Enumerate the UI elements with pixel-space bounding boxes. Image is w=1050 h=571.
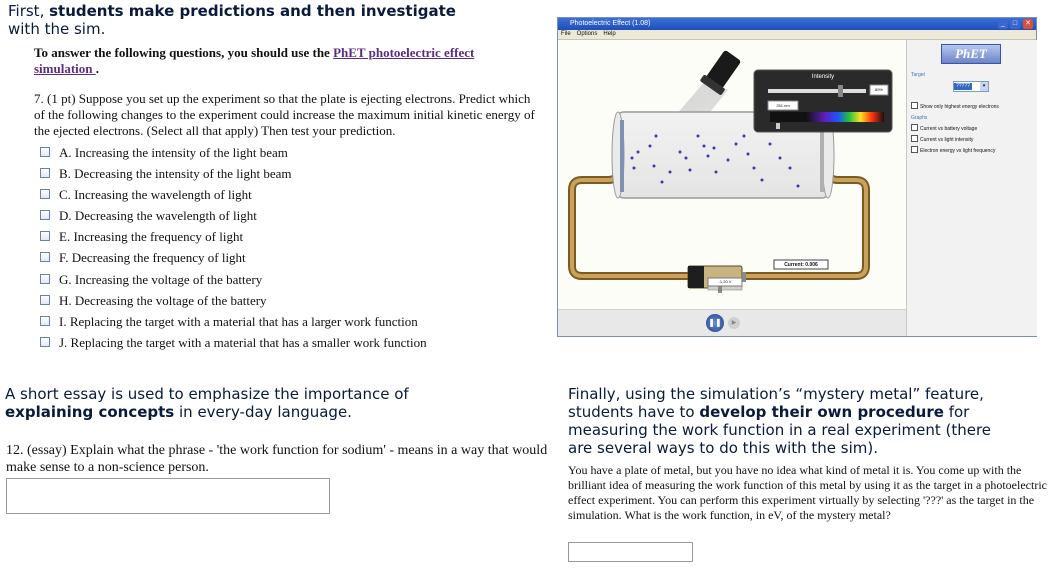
option-j[interactable]: [40, 335, 427, 351]
header-line2: with the sim.: [8, 20, 106, 38]
essay-header-line1: A short essay is used to emphasize the importance of: [5, 385, 409, 403]
phet-link[interactable]: PhET photoelectric effect simulation: [34, 45, 475, 76]
mystery-header-line1: Finally, using the simulation’s “mystery metal” feature,: [568, 385, 984, 403]
option-label: H. Decreasing the voltage of the battery: [59, 293, 267, 308]
window-title: Photoelectric Effect (1.08): [570, 20, 651, 27]
menu-bar: [558, 30, 1036, 40]
question-12-text: 12. (essay) Explain what the phrase - 'the work function for sodium' - means in a way that would make sense to a non-science person.: [6, 443, 548, 475]
graph-option-intensity[interactable]: [911, 135, 973, 143]
intro-prefix: To answer the following questions, you should use the: [34, 45, 334, 60]
option-g[interactable]: [40, 272, 262, 288]
option-label: Electron energy vs light frequency: [920, 148, 996, 154]
mystery-question-text: You have a plate of metal, but you have no idea what kind of metal it is. You come up with the brilliant idea of measuring the work function of this metal by using it as the target in a photoelectric effect experiment. You can perform this experiment virtually by selecting '???' as the target in the simulation. What is the work function, in eV, of the mystery metal?: [568, 463, 1047, 522]
apparatus-drawing: [558, 40, 906, 310]
current-value: Current: 0.006: [784, 262, 818, 268]
header-prefix: First,: [8, 2, 50, 20]
checkbox[interactable]: [911, 124, 918, 131]
option-d[interactable]: [40, 208, 257, 224]
checkbox[interactable]: [40, 274, 50, 284]
option-b[interactable]: [40, 166, 292, 182]
intro-text: [34, 45, 534, 77]
wavelength-handle: [776, 123, 780, 129]
checkbox[interactable]: [40, 252, 50, 262]
menu-options[interactable]: Options: [576, 31, 598, 37]
checkbox[interactable]: [40, 337, 50, 347]
mystery-header-line3: measuring the work function in a real experiment (there: [568, 421, 992, 439]
essay-header-rest: in every-day language.: [174, 403, 352, 421]
option-label: G. Increasing the voltage of the battery: [59, 272, 263, 287]
maximize-icon[interactable]: □: [1010, 19, 1020, 29]
target-label: Target: [911, 72, 925, 78]
mystery-header-line4: are several ways to do this with the sim).: [568, 439, 879, 457]
simulation-window[interactable]: [557, 17, 1037, 337]
wavelength-spectrum: [806, 112, 884, 122]
option-label: Current vs light intensity: [920, 137, 974, 143]
option-c[interactable]: [40, 187, 252, 203]
intro-header: [8, 2, 456, 38]
option-a[interactable]: [40, 145, 288, 161]
graphs-label: Graphs: [911, 115, 928, 121]
step-button[interactable]: ▶: [728, 317, 740, 329]
target-select[interactable]: [953, 81, 989, 92]
intensity-slider-handle: [838, 85, 843, 97]
option-e[interactable]: [40, 229, 243, 245]
checkbox[interactable]: [40, 168, 50, 178]
option-label: C. Increasing the wavelength of light: [59, 187, 252, 202]
essay-header-bold: explaining concepts: [5, 403, 175, 421]
option-label: Show only highest energy electrons: [920, 104, 999, 110]
intro-suffix: .: [95, 61, 100, 76]
mystery-header: [568, 385, 1038, 457]
header-bold: students make predictions and then investigate: [49, 2, 456, 20]
minimize-icon[interactable]: _: [998, 19, 1008, 29]
mystery-header-bold: develop their own procedure: [699, 403, 944, 421]
phet-logo: PhET: [941, 44, 1001, 64]
option-label: A. Increasing the intensity of the light beam: [59, 145, 288, 160]
checkbox[interactable]: [911, 102, 918, 109]
mystery-header-prefix: students have to: [568, 403, 700, 421]
menu-file[interactable]: File: [561, 31, 571, 37]
option-f[interactable]: [40, 250, 246, 266]
target-value: ?????: [956, 83, 970, 89]
checkbox[interactable]: [40, 231, 50, 241]
control-panel: [906, 40, 1037, 336]
option-i[interactable]: [40, 314, 418, 330]
option-label: Current vs battery voltage: [920, 126, 978, 132]
essay-header: [5, 385, 545, 421]
intensity-value[interactable]: 89%: [874, 87, 883, 92]
voltage-slider-track: [708, 286, 742, 290]
checkbox[interactable]: [40, 189, 50, 199]
window-titlebar[interactable]: [558, 18, 1036, 30]
checkbox[interactable]: [911, 135, 918, 142]
graph-option-voltage[interactable]: [911, 124, 977, 132]
work-function-input[interactable]: [568, 542, 693, 562]
checkbox[interactable]: [40, 295, 50, 305]
intensity-label: Intensity: [811, 74, 835, 80]
option-label: B. Decreasing the intensity of the light beam: [59, 166, 292, 181]
playback-bar: [558, 309, 906, 336]
question-7-text: 7. (1 pt) Suppose you set up the experiment so that the plate is ejecting electrons. Predict which of the following changes to the experiment could increase the maximum initial kinetic energy of the ejected electrons. (Select all that apply) Then test your prediction.: [34, 91, 535, 138]
sim-canvas[interactable]: [558, 40, 906, 336]
checkbox[interactable]: [40, 316, 50, 326]
voltage-value[interactable]: -1.20 V: [718, 279, 732, 284]
checkbox[interactable]: [40, 147, 50, 157]
option-label: D. Decreasing the wavelength of light: [59, 208, 257, 223]
option-h[interactable]: [40, 293, 267, 309]
option-label: I. Replacing the target with a material that has a larger work function: [59, 314, 418, 329]
option-label: E. Increasing the frequency of light: [59, 229, 244, 244]
menu-help[interactable]: Help: [603, 31, 616, 37]
wavelength-value[interactable]: 251 nm: [776, 103, 790, 108]
essay-textarea[interactable]: [6, 478, 330, 514]
graph-option-frequency[interactable]: [911, 146, 995, 154]
checkbox[interactable]: [911, 146, 918, 153]
show-highest-checkbox[interactable]: [911, 102, 999, 110]
close-icon[interactable]: ✕: [1023, 19, 1033, 29]
pause-button[interactable]: ❚❚: [706, 314, 724, 332]
option-label: F. Decreasing the frequency of light: [59, 250, 246, 265]
chevron-down-icon[interactable]: ▾: [980, 82, 988, 91]
checkbox[interactable]: [40, 210, 50, 220]
target-plate: [620, 120, 624, 192]
mystery-header-suffix: for: [943, 403, 970, 421]
option-label: J. Replacing the target with a material that has a smaller work function: [59, 335, 427, 350]
